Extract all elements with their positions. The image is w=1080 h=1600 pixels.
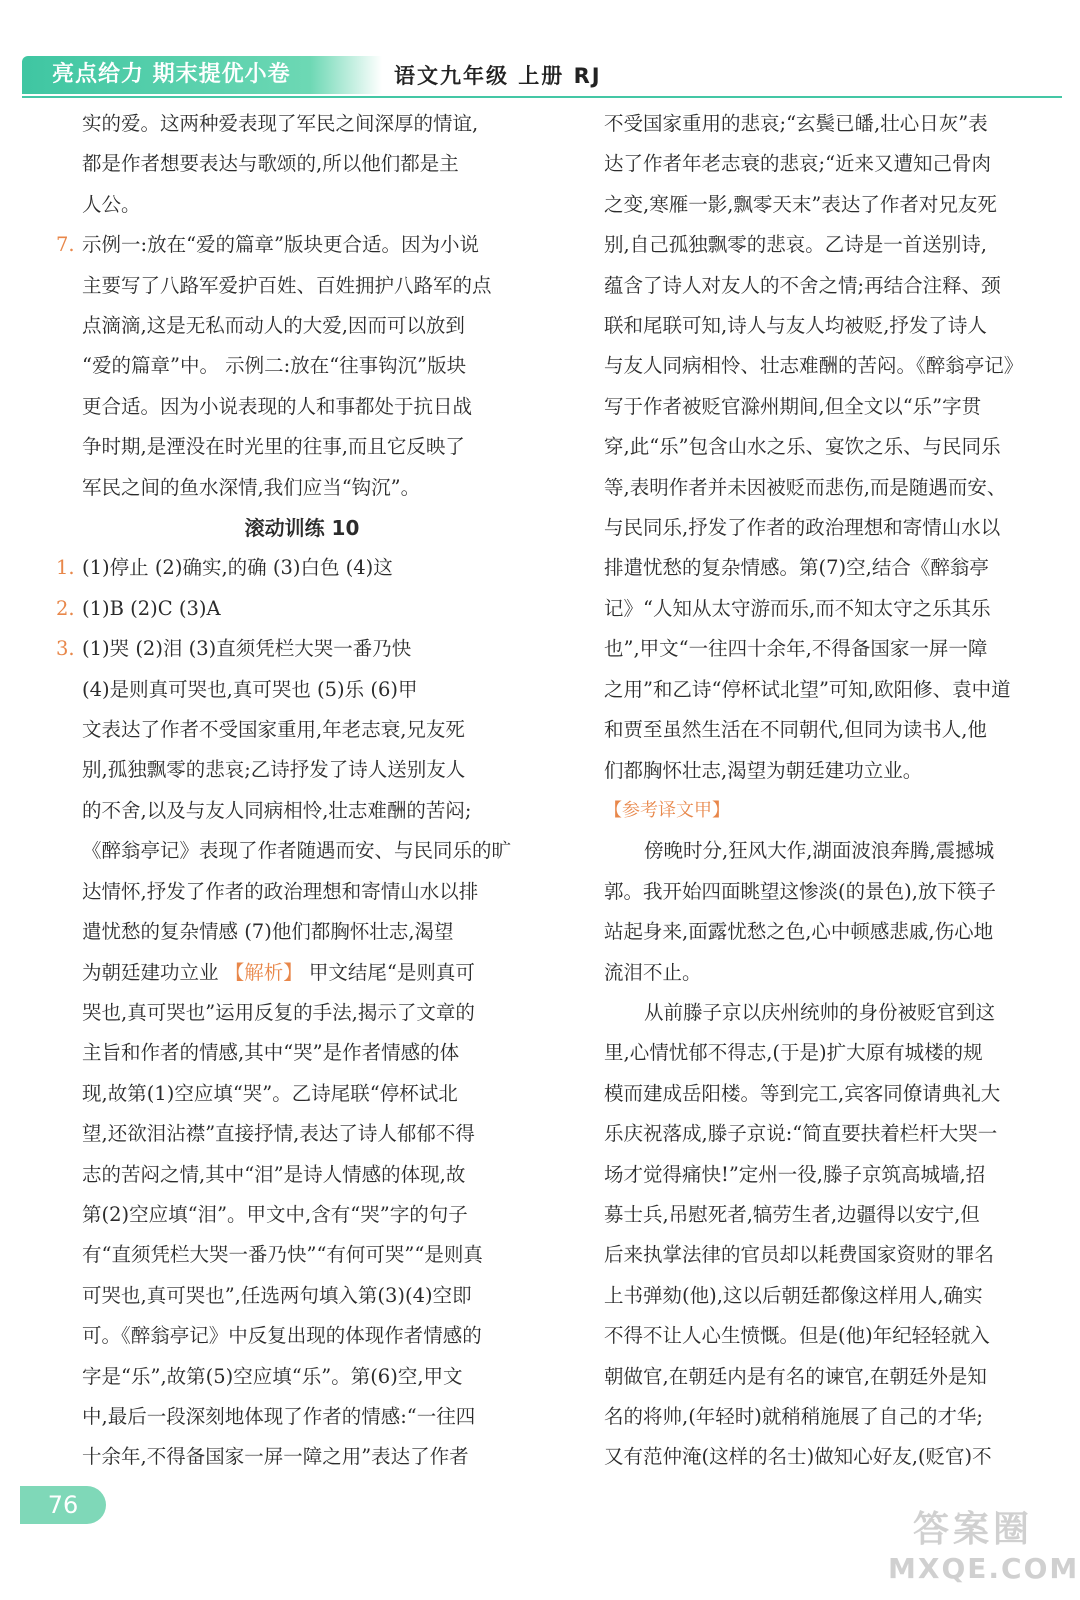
text-line: 傍晚时分,狂风大作,湖面波浪奔腾,震撼城 [644, 839, 995, 863]
text-line: 蕴含了诗人对友人的不舍之情;再结合注释、颈 [604, 273, 1001, 297]
text-line: 排遣忧愁的复杂情感。第(7)空,结合《醉翁亭 [604, 556, 989, 580]
analysis-tag: 【解析】 [224, 960, 303, 984]
watermark-logo [888, 1508, 1080, 1594]
text-line: 志的苦闷之情,其中“泪”是诗人情感的体现,故 [82, 1162, 466, 1186]
text-line: 之用”和乙诗“停杯试北望”可知,欧阳修、袁中道 [604, 677, 1011, 701]
text-line: (1)哭 (2)泪 (3)直须凭栏大哭一番乃快 [82, 637, 412, 661]
text-line: 实的爱。这两种爱表现了军民之间深厚的情谊, [82, 112, 479, 135]
text-line: 不受国家重用的悲哀;“玄鬓已皤,壮心日灰”表 [604, 112, 988, 135]
text-line: 也”,甲文“一往四十余年,不得备国家一屏一障 [604, 637, 988, 661]
text-line: 与友人同病相怜、壮志难酬的苦闷。《醉翁亭记》 [604, 354, 1024, 378]
text-line: 等,表明作者并未因被贬而悲伤,而是随遇而安、 [604, 475, 1007, 499]
text-line: 示例一:放在“爱的篇章”版块更合适。因为小说 [82, 233, 480, 257]
series-banner: 亮点给力 期末提优小卷 [22, 56, 382, 94]
watermark-url: MXQE.COM [888, 1552, 1080, 1585]
text-line: 们都胸怀壮志,渴望为朝廷建功立业。 [604, 758, 923, 782]
text-line: 募士兵,吊慰死者,犒劳生者,边疆得以安宁,但 [604, 1202, 980, 1226]
watermark-text: 答案圈 [912, 1509, 1033, 1550]
text-line: 字是“乐”,故第(5)空应填“乐”。第(6)空,甲文 [82, 1364, 463, 1388]
text-line: 哭也,真可哭也”运用反复的手法,揭示了文章的 [82, 1000, 475, 1024]
text-line: 都是作者想要表达与歌颂的,所以他们都是主 [82, 152, 459, 176]
question-number: 1. [56, 556, 75, 580]
text-line: 别,自己孤独飘零的悲哀。乙诗是一首送别诗, [604, 233, 987, 257]
text-line: 不得不让人心生愤慨。但是(他)年纪轻轻就入 [604, 1324, 990, 1348]
text-line: (1)B (2)C (3)A [82, 596, 221, 620]
text-line: 遣忧愁的复杂情感 (7)他们都胸怀壮志,渴望 [82, 920, 454, 944]
question-2 [56, 589, 548, 629]
text-line: 《醉翁亭记》表现了作者随遇而安、与民同乐的旷 [82, 839, 512, 863]
text-line: 主要写了八路军爱护百姓、百姓拥护八路军的点 [82, 273, 492, 297]
text-line: 可。《醉翁亭记》中反复出现的体现作者情感的 [82, 1324, 482, 1348]
text-line: 达情怀,抒发了作者的政治理想和寄情山水以排 [82, 879, 479, 903]
text-line: 望,还欲泪沾襟”直接抒情,表达了诗人郁郁不得 [82, 1122, 475, 1146]
subject-label: 语文九年级 上册 RJ [394, 64, 602, 88]
text-line: 里,心情忧郁不得志,(于是)扩大原有城楼的规 [604, 1041, 983, 1065]
text-line: 有“直须凭栏大哭一番乃快”“有何可哭”“是则真 [82, 1243, 483, 1267]
text-line: 达了作者年老志衰的悲哀;“近来又遭知己骨肉 [604, 152, 992, 176]
text-line: 点滴滴,这是无私而动人的大爱,因而可以放到 [82, 314, 465, 338]
text-line: 站起身来,面露忧愁之色,心中顿感悲戚,伤心地 [604, 920, 994, 944]
question-number: 2. [56, 596, 75, 620]
left-column [56, 104, 548, 1478]
text-line: 写于作者被贬官滁州期间,但全文以“乐”字贯 [604, 394, 982, 418]
text-line: 场才觉得痛快!”定州一役,滕子京筑高城墙,招 [604, 1162, 986, 1186]
text-line: 流泪不止。 [604, 960, 702, 984]
text-line: 郭。我开始四面眺望这惨淡(的景色),放下筷子 [604, 879, 996, 903]
text-line: 记》“人知从太守游而乐,而不知太守之乐其乐 [604, 596, 991, 620]
text-line [56, 953, 548, 993]
question-number: 7. [56, 233, 75, 257]
text-line: 争时期,是湮没在时光里的往事,而且它反映了 [82, 435, 465, 459]
text-line: 和贾至虽然生活在不同朝代,但同为读书人,他 [604, 718, 987, 742]
text-line: 更合适。因为小说表现的人和事都处于抗日战 [82, 394, 473, 418]
text-line: 主旨和作者的情感,其中“哭”是作者情感的体 [82, 1041, 460, 1065]
text-line: 可哭也,真可哭也”,任选两句填入第(3)(4)空即 [82, 1283, 472, 1307]
text-line: “爱的篇章”中。 示例二:放在“往事钩沉”版块 [82, 354, 467, 378]
section-title: 滚动训练 10 [244, 516, 360, 541]
page-header [22, 52, 1062, 98]
right-column [604, 104, 1062, 1478]
page-number: 76 [20, 1486, 106, 1524]
text-line: 军民之间的鱼水深情,我们应当“钩沉”。 [82, 475, 421, 499]
question-1 [56, 548, 548, 588]
text-line: 联和尾联可知,诗人与友人均被贬,抒发了诗人 [604, 314, 987, 338]
text-line: 别,孤独飘零的悲哀;乙诗抒发了诗人送别友人 [82, 758, 466, 782]
text-line: 与民同乐,抒发了作者的政治理想和寄情山水以 [604, 516, 1001, 540]
reference-translation-title: 【参考译文甲】 [604, 799, 730, 821]
text-line: 上书弹劾(他),这以后朝廷都像这样用人,确实 [604, 1283, 983, 1307]
text-line: (4)是则真可哭也,真可哭也 (5)乐 (6)甲 [82, 677, 418, 701]
question-7 [56, 225, 548, 265]
question-3 [56, 629, 548, 669]
text-segment: 为朝廷建功立业 [82, 960, 225, 984]
text-line: 第(2)空应填“泪”。甲文中,含有“哭”字的句子 [82, 1202, 468, 1226]
text-line: 的不舍,以及与友人同病相怜,壮志难酬的苦闷; [82, 798, 472, 822]
text-line: 穿,此“乐”包含山水之乐、宴饮之乐、与民同乐 [604, 435, 1001, 459]
text-line: 朝做官,在朝廷内是有名的谏官,在朝廷外是知 [604, 1364, 987, 1388]
text-line: 文表达了作者不受国家重用,年老志衰,兄友死 [82, 718, 465, 742]
text-line: 十余年,不得备国家一屏一障之用”表达了作者 [82, 1445, 469, 1469]
text-line: (1)停止 (2)确实,的确 (3)白色 (4)这 [82, 556, 393, 580]
text-line: 现,故第(1)空应填“哭”。乙诗尾联“停杯试北 [82, 1081, 458, 1105]
text-line: 乐庆祝落成,滕子京说:“简直要扶着栏杆大哭一 [604, 1122, 998, 1146]
text-line: 模而建成岳阳楼。等到完工,宾客同僚请典礼大 [604, 1081, 1001, 1105]
text-line: 人公。 [82, 192, 141, 216]
question-number: 3. [56, 637, 75, 661]
text-line: 名的将帅,(年轻时)就稍稍施展了自己的才华; [604, 1404, 983, 1428]
text-line: 从前滕子京以庆州统帅的身份被贬官到这 [644, 1000, 996, 1024]
text-line: 中,最后一段深刻地体现了作者的情感:“一往四 [82, 1404, 476, 1428]
text-line: 后来执掌法律的官员却以耗费国家资财的罪名 [604, 1243, 995, 1267]
text-line: 之变,寒雁一影,飘零天末”表达了作者对兄友死 [604, 192, 997, 216]
text-line: 又有范仲淹(这样的名士)做知心好友,(贬官)不 [604, 1445, 992, 1469]
text-segment: 甲文结尾“是则真可 [302, 960, 475, 984]
